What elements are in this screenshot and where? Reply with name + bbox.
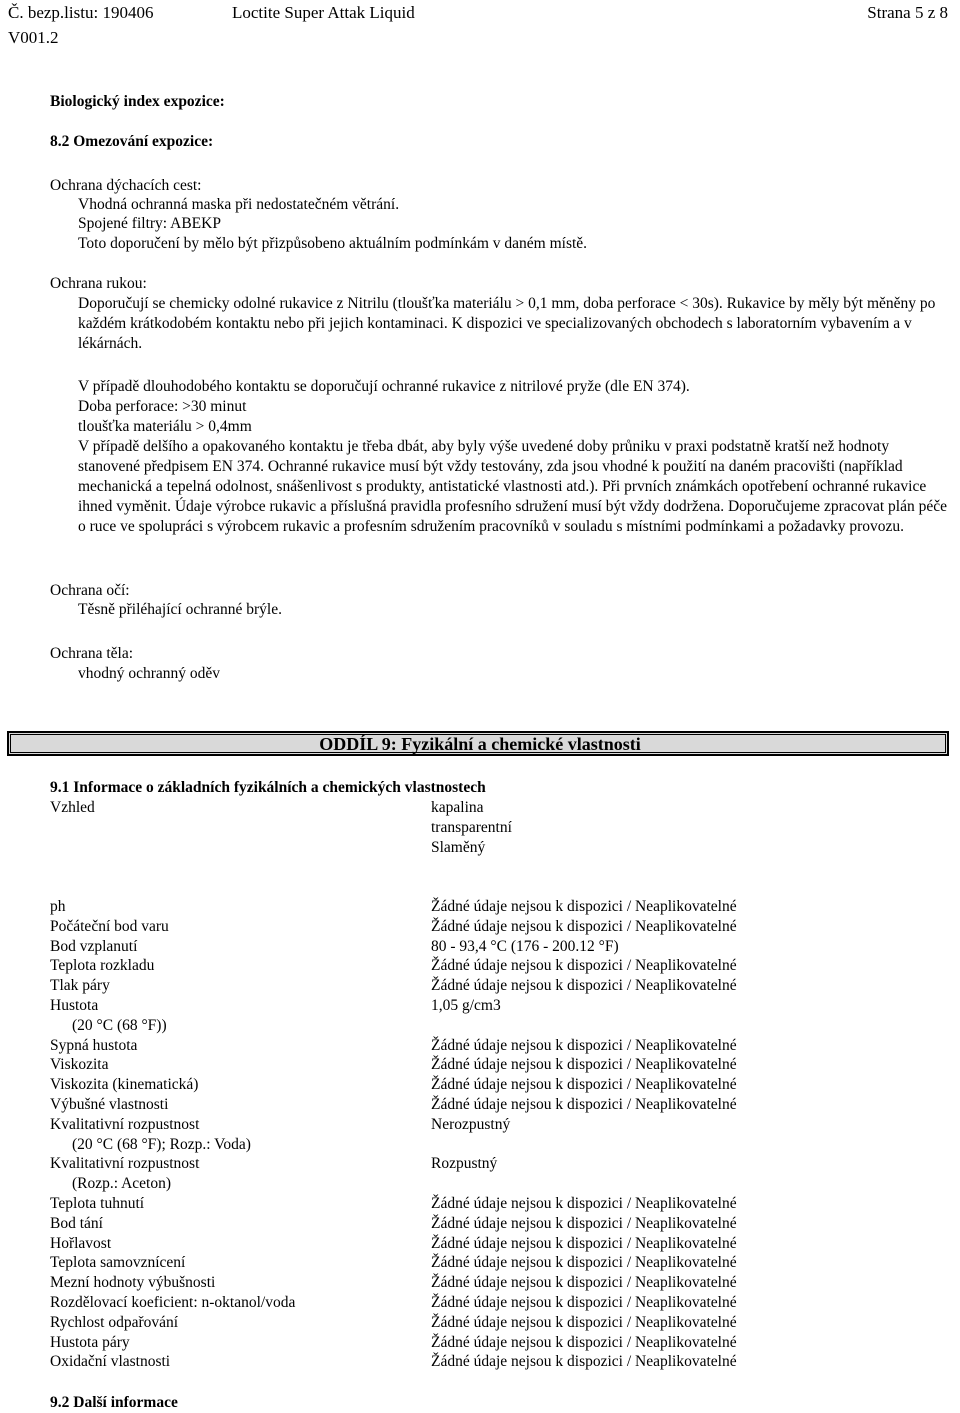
- hands-thickness-line: tloušťka materiálu > 0,4mm: [78, 418, 252, 435]
- hands-en374-line: V případě dlouhodobého kontaktu se doporučují ochranné rukavice z nitrilové pryže (dle EN 374).: [78, 378, 690, 395]
- property-value: Žádné údaje nejsou k dispozici / Neaplikovatelné: [431, 1333, 737, 1351]
- property-label: Hustota: [50, 997, 99, 1014]
- property-value: Žádné údaje nejsou k dispozici / Neaplikovatelné: [431, 1076, 737, 1094]
- property-value: Žádné údaje nejsou k dispozici / Neaplikovatelné: [431, 1254, 737, 1272]
- property-value: Žádné údaje nejsou k dispozici / Neaplikovatelné: [431, 1353, 737, 1371]
- property-label: Teplota rozkladu: [50, 957, 155, 975]
- respiratory-label: Ochrana dýchacích cest:: [50, 177, 202, 194]
- property-label: Hořlavost: [50, 1234, 112, 1252]
- property-label: Výbušné vlastnosti: [50, 1096, 169, 1113]
- property-value: Rozpustný: [431, 1155, 498, 1173]
- respiratory-line: Toto doporučení by mělo být přizpůsobeno aktuálním podmínkám v daném místě.: [78, 235, 588, 252]
- doc-version: V001.2: [8, 28, 59, 47]
- property-value: Žádné údaje nejsou k dispozici / Neaplikovatelné: [431, 1234, 737, 1252]
- respiratory-line: Spojené filtry: ABEKP: [78, 215, 221, 232]
- property-label: Teplota samovznícení: [50, 1254, 186, 1272]
- section-8-2-title: 8.2 Omezování expozice:: [50, 133, 214, 150]
- property-label: Rychlost odpařování: [50, 1313, 179, 1331]
- property-label: Hustota páry: [50, 1333, 130, 1351]
- property-value: Žádné údaje nejsou k dispozici / Neaplikovatelné: [431, 1036, 737, 1054]
- page-number: Strana 5 z 8: [867, 3, 948, 22]
- property-value: 80 - 93,4 °C (176 - 200.12 °F): [431, 937, 619, 955]
- property-value: Žádné údaje nejsou k dispozici / Neaplikovatelné: [431, 917, 737, 935]
- property-label: Oxidační vlastnosti: [50, 1353, 171, 1371]
- doc-number: Č. bezp.listu: 190406: [8, 3, 154, 22]
- property-value: Žádné údaje nejsou k dispozici / Neaplikovatelné: [431, 1214, 737, 1232]
- property-value: Žádné údaje nejsou k dispozici / Neaplikovatelné: [431, 898, 737, 915]
- property-label: Kvalitativní rozpustnost: [50, 1155, 200, 1173]
- property-value: Nerozpustný: [431, 1115, 511, 1133]
- body-text: vhodný ochranný oděv: [78, 665, 221, 682]
- property-value: Žádné údaje nejsou k dispozici / Neaplikovatelné: [431, 1056, 737, 1074]
- appearance-label: Vzhled: [50, 799, 95, 816]
- property-value: Žádné údaje nejsou k dispozici / Neaplikovatelné: [431, 977, 737, 995]
- property-value: 1,05 g/cm3: [431, 997, 501, 1014]
- appearance-value: kapalina: [431, 799, 484, 816]
- property-value: Žádné údaje nejsou k dispozici / Neaplikovatelné: [431, 957, 737, 975]
- property-label: Rozdělovací koeficient: n-oktanol/voda: [50, 1294, 296, 1311]
- property-label: ph: [50, 898, 66, 915]
- section-9-2-title: 9.2 Další informace: [50, 1394, 178, 1411]
- property-label: Kvalitativní rozpustnost: [50, 1115, 200, 1133]
- body-label: Ochrana těla:: [50, 645, 134, 662]
- hands-paragraph-2: V případě delšího a opakovaného kontaktu je třeba dbát, aby byly výše uvedené doby průniku v praxi podstatně kratší než hodnoty stanovené předpisem EN 374. Ochranné rukavice musí být vždy testovány, zda jsou vhodné k použití na daném pracovišti (například mechanická a tepelná odolnost, snášenlivost s produkty, antistatické vlastnosti atd.). Při prvních známkách opotřebení ochranné rukavice ihned vyměnit. Údaje výrobce rukavic a příslušná pravidla profesního sdružení musí být vždy dodržena. Doporučujeme zpracovat plán péče o ruce ve spolupráci s výrobcem rukavic a profesním sdružením pracovníků v souladu s místními podmínkami a požadavky provozu.: [78, 438, 947, 535]
- property-label: Bod vzplanutí: [50, 937, 138, 955]
- hands-paragraph-1: Doporučují se chemicky odolné rukavice z Nitrilu (tloušťka materiálu > 0,1 mm, doba perforace < 30s). Rukavice by měly být měněny po každém krátkodobém kontaktu nebo při jejich kontaminaci. K dispozici ve specializovaných obchodech s laboratorním vybavením a v lékárnách.: [78, 295, 936, 352]
- hands-label: Ochrana rukou:: [50, 275, 147, 292]
- property-value: Žádné údaje nejsou k dispozici / Neaplikovatelné: [431, 1195, 737, 1212]
- property-value: Žádné údaje nejsou k dispozici / Neaplikovatelné: [431, 1096, 737, 1113]
- property-label: Viskozita (kinematická): [50, 1076, 199, 1094]
- property-label: Počáteční bod varu: [50, 917, 169, 935]
- respiratory-line: Vhodná ochranná maska při nedostatečném větrání.: [78, 196, 400, 213]
- product-name: Loctite Super Attak Liquid: [232, 3, 415, 22]
- property-label: Mezní hodnoty výbušnosti: [50, 1274, 216, 1292]
- property-value: Žádné údaje nejsou k dispozici / Neaplikovatelné: [431, 1313, 737, 1331]
- property-label: Teplota tuhnutí: [50, 1195, 145, 1212]
- bio-index-title: Biologický index expozice:: [50, 93, 225, 110]
- property-label: (Rozp.: Aceton): [72, 1175, 172, 1193]
- appearance-value: Slaměný: [431, 839, 486, 856]
- property-label: Viskozita: [50, 1056, 109, 1074]
- property-label: Bod tání: [50, 1214, 103, 1232]
- eyes-label: Ochrana očí:: [50, 582, 130, 599]
- property-label: (20 °C (68 °F)): [72, 1016, 167, 1034]
- eyes-text: Těsně přiléhající ochranné brýle.: [78, 601, 282, 618]
- hands-perforation-line: Doba perforace: >30 minut: [78, 398, 247, 415]
- property-label: Tlak páry: [50, 977, 110, 995]
- section-9-1-title: 9.1 Informace o základních fyzikálních a chemických vlastnostech: [50, 779, 486, 796]
- property-label: (20 °C (68 °F); Rozp.: Voda): [72, 1135, 251, 1153]
- property-value: Žádné údaje nejsou k dispozici / Neaplikovatelné: [431, 1274, 737, 1292]
- section-9-title: ODDÍL 9: Fyzikální a chemické vlastnosti: [319, 734, 641, 754]
- appearance-value: transparentní: [431, 819, 512, 836]
- property-value: Žádné údaje nejsou k dispozici / Neaplikovatelné: [431, 1294, 737, 1311]
- property-label: Sypná hustota: [50, 1036, 138, 1054]
